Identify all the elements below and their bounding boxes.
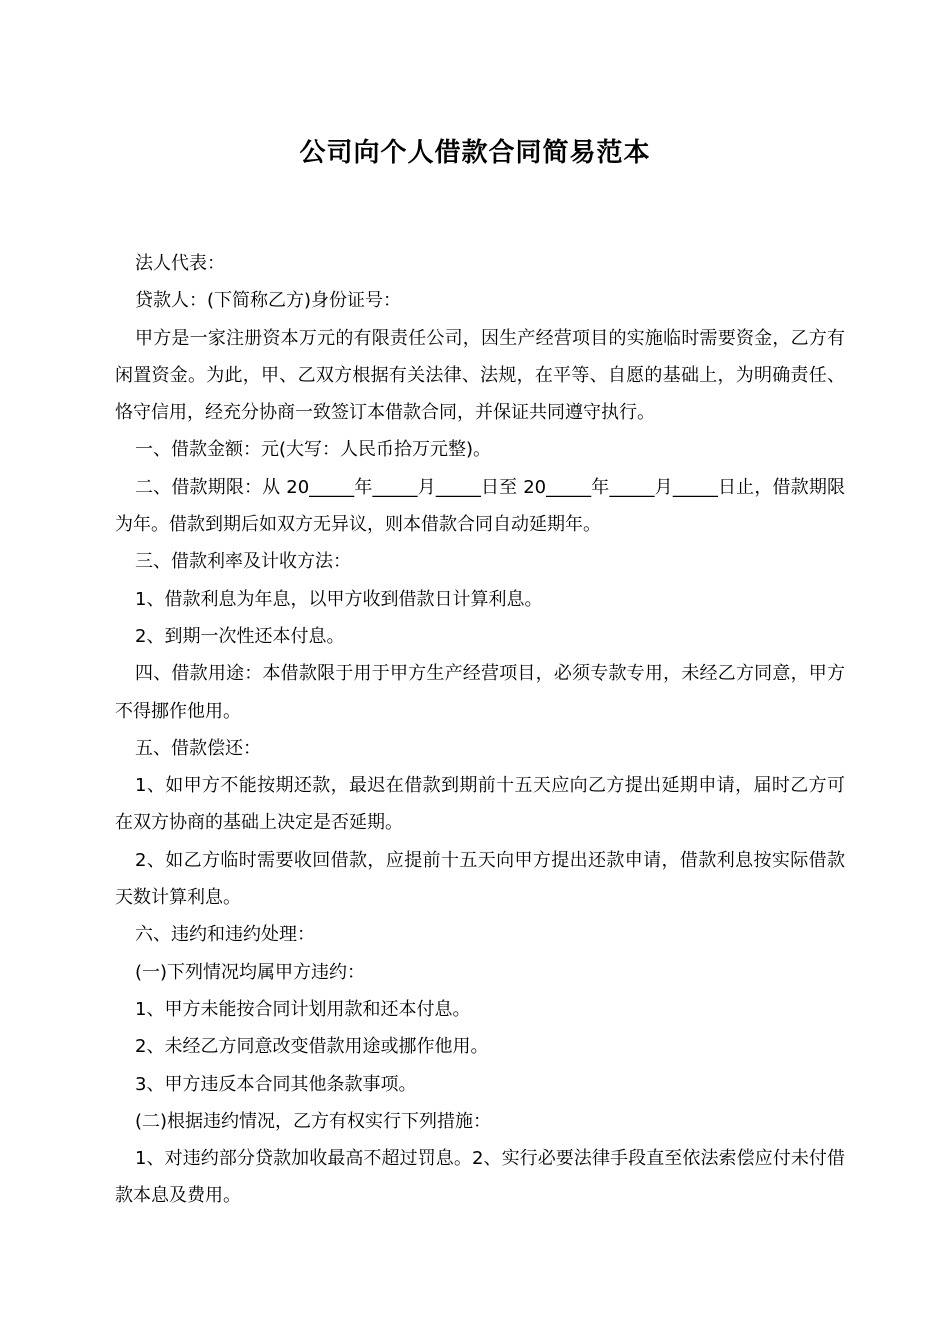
paragraph-breach-1: 1、甲方未能按合同计划用款和还本付息。	[135, 998, 471, 1020]
paragraph-loan-purpose: 四、借款用途：本借款限于用于甲方生产经营项目，必须专款专用，未经乙方同意，甲方不得挪作他用。	[115, 663, 845, 722]
paragraph-breach-3: 3、甲方违反本合同其他条款事项。	[135, 1073, 417, 1095]
paragraph-interest-2: 2、到期一次性还本付息。	[135, 625, 345, 647]
paragraph-lender: 贷款人：(下简称乙方)身份证号：	[135, 290, 402, 312]
paragraph-repayment-1: 1、如甲方不能按期还款，最迟在借款到期前十五天应向乙方提出延期申请，届时乙方可在双方协商的基础上决定是否延期。	[115, 775, 845, 834]
paragraph-breach-sub-2: (二)根据违约情况，乙方有权实行下列措施：	[135, 1110, 492, 1132]
paragraph-breach-2: 2、未经乙方同意改变借款用途或挪作他用。	[135, 1036, 489, 1058]
paragraph-interest-1: 1、借款利息为年息，以甲方收到借款日计算利息。	[135, 588, 543, 610]
paragraph-loan-term: 二、借款期限：从 20_____年_____月_____日至 20_____年_____月_____日止，借款期限为年。借款到期后如双方无异议，则本借款合同自动延期年。	[115, 476, 845, 536]
paragraph-breach-heading: 六、违约和违约处理：	[135, 924, 315, 946]
document-body	[115, 245, 845, 1215]
paragraph-preamble: 甲方是一家注册资本万元的有限责任公司，因生产经营项目的实施临时需要资金，乙方有闲置资金。为此，甲、乙双方根据有关法律、法规，在平等、自愿的基础上，为明确责任、恪守信用，经充分协商一致签订本借款合同，并保证共同遵守执行。	[115, 327, 845, 424]
paragraph-measures: 1、对违约部分贷款加收最高不超过罚息。2、实行必要法律手段直至依法索偿应付未付借款本息及费用。	[115, 1148, 845, 1207]
paragraph-breach-sub-1: (一)下列情况均属甲方违约：	[135, 961, 366, 983]
paragraph-legal-rep: 法人代表：	[135, 253, 225, 274]
document-title: 公司向个人借款合同简易范本	[299, 138, 651, 168]
paragraph-repayment-heading: 五、借款偿还：	[135, 737, 261, 759]
paragraph-loan-amount: 一、借款金额：元(大写：人民币拾万元整)。	[135, 439, 492, 461]
paragraph-interest-heading: 三、借款利率及计收方法：	[135, 551, 351, 573]
paragraph-repayment-2: 2、如乙方临时需要收回借款，应提前十五天向甲方提出还款申请，借款利息按实际借款天数计算利息。	[115, 849, 845, 909]
